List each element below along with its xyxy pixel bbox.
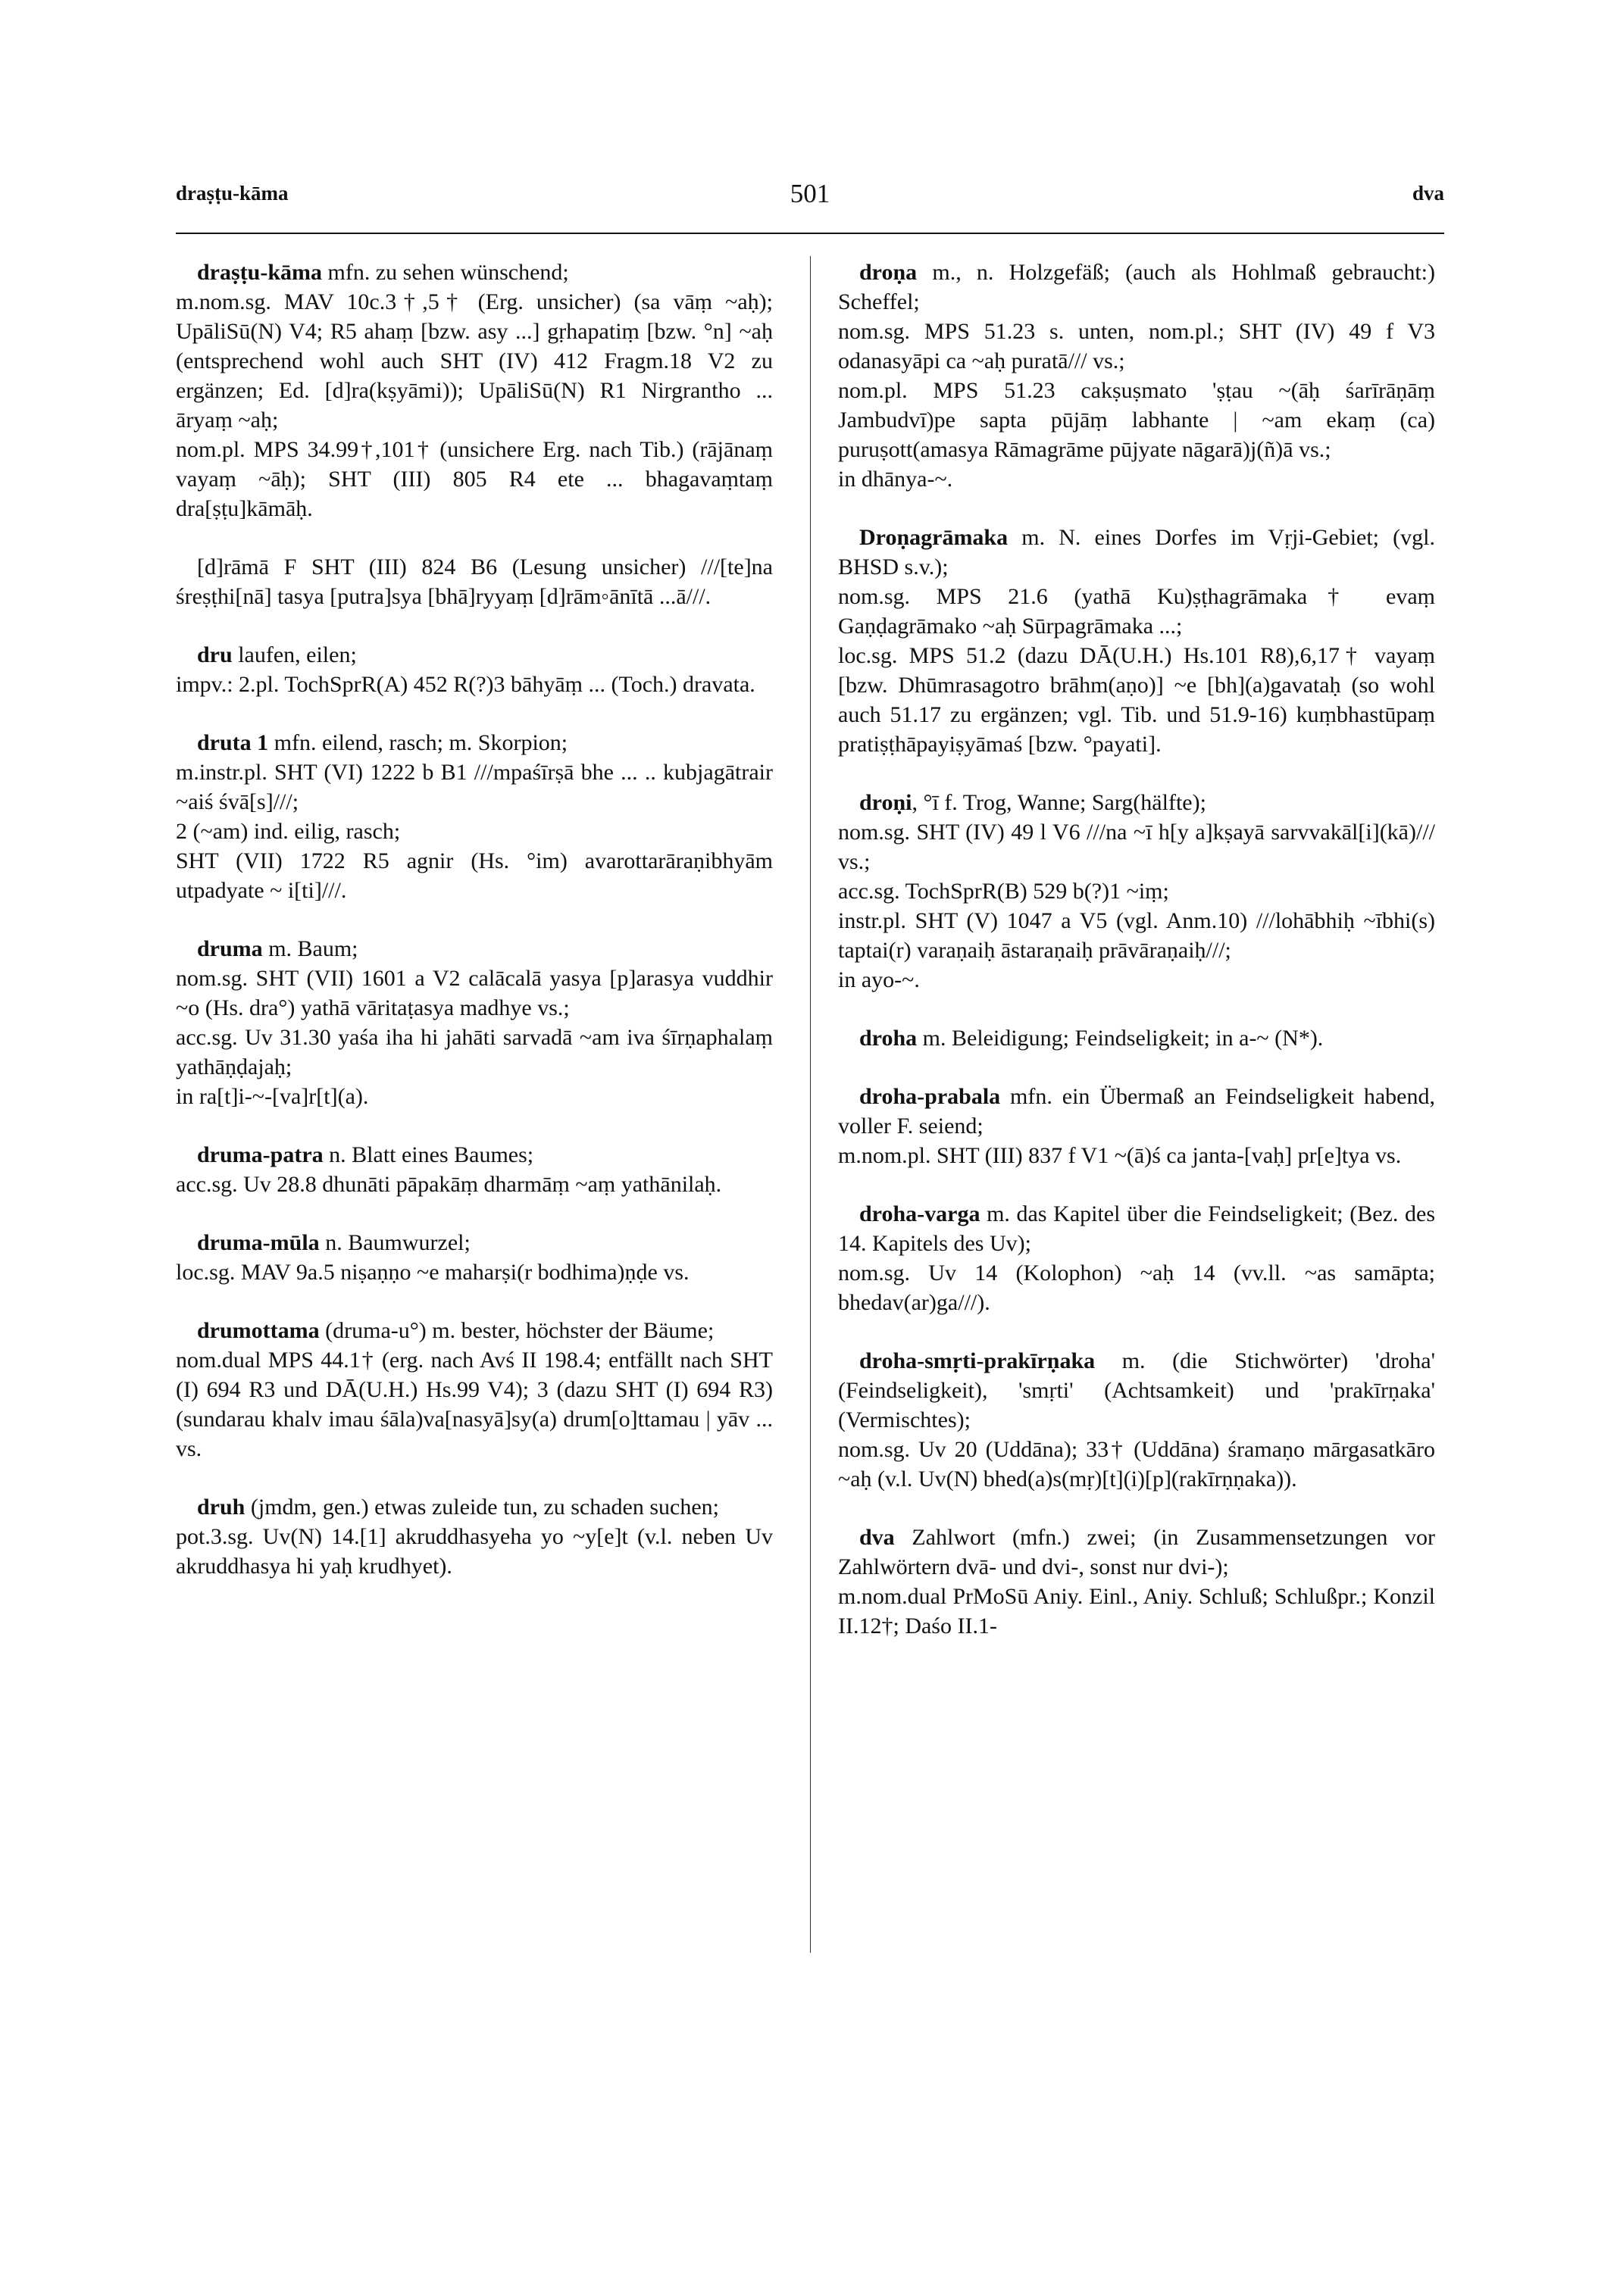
- entry-head-line: [838, 523, 1435, 582]
- entry-head-line: [176, 1228, 773, 1257]
- entry-head-line: [176, 934, 773, 964]
- headword: druma-patra: [197, 1142, 324, 1167]
- dictionary-entry: [838, 788, 1435, 995]
- headword: druma-mūla: [197, 1230, 320, 1255]
- entry-citation: loc.sg. MPS 51.2 (dazu DĀ(U.H.) Hs.101 R8),6,17† vayaṃ [bzw. Dhūmrasagotro brāhm(aṇo)] ~e [bh](a)gavataḥ (so wohl auch 51.17 zu ergänzen; vgl. Tib. und 51.9-16) kuṃbhastūpaṃ pratiṣṭhāpayiṣyāmaś [bzw. °payati].: [838, 643, 1435, 757]
- headword: dru: [197, 642, 233, 667]
- headword-gloss: (druma-u°) m. bester, höchster der Bäume;: [319, 1318, 715, 1343]
- dictionary-entry: [838, 1346, 1435, 1494]
- running-head-right: dva: [1412, 182, 1444, 205]
- headword-gloss: , °ī f. Trog, Wanne; Sarg(hälfte);: [912, 790, 1206, 815]
- entry-citation: acc.sg. Uv 28.8 dhunāti pāpakāṃ dharmāṃ ~aṃ yathānilaḥ.: [176, 1172, 722, 1197]
- entry-citation: acc.sg. TochSprR(B) 529 b(?)1 ~iṃ;: [838, 879, 1169, 904]
- entry-head-line: [838, 258, 1435, 317]
- headword-gloss: n. Baumwurzel;: [319, 1230, 471, 1255]
- entry-head-line: [176, 1492, 773, 1522]
- entry-head-line: [838, 1023, 1435, 1053]
- entry-citation: nom.sg. SHT (IV) 49 l V6 ///na ~ī h[y a]kṣayā sarvvakāl[i](kā)/// vs.;: [838, 820, 1435, 874]
- headword-gloss: m. das Kapitel über die Feindseligkeit; (Bez. des 14. Kapitels des Uv);: [838, 1201, 1435, 1256]
- entry-citation: nom.sg. Uv 20 (Uddāna); 33† (Uddāna) śramaṇo mārgasatkāro ~aḥ (v.l. Uv(N) bhed(a)s(mṛ)[t](i)[p](rakīrṇṇaka)).: [838, 1437, 1435, 1492]
- headword: druma: [197, 936, 263, 961]
- headword: dva: [859, 1525, 895, 1550]
- dictionary-entry: [176, 640, 773, 699]
- entry-head-line: [176, 552, 773, 611]
- column-divider: [810, 256, 811, 1953]
- entry-citation: in ra[t]i-~-[va]r[t](a).: [176, 1084, 369, 1109]
- page-number: 501: [790, 179, 830, 208]
- entry-head-line: [176, 1316, 773, 1345]
- entry-citation: nom.sg. Uv 14 (Kolophon) ~aḥ 14 (vv.ll. ~as samāpta; bhedav(ar)ga///).: [838, 1260, 1435, 1315]
- entry-head-line: [838, 788, 1435, 817]
- entry-citation: loc.sg. MAV 9a.5 niṣaṇṇo ~e maharṣi(r bodhima)ṇḍe vs.: [176, 1260, 690, 1285]
- entry-head-line: [838, 1082, 1435, 1141]
- entry-head-line: [838, 1346, 1435, 1435]
- dictionary-entry: [838, 1023, 1435, 1053]
- headword-gloss: mfn. ein Übermaß an Feindseligkeit habend, voller F. seiend;: [838, 1084, 1435, 1139]
- headword: druh: [197, 1495, 246, 1520]
- headword: droha: [859, 1026, 918, 1051]
- headword: Droṇagrāmaka: [859, 525, 1009, 550]
- headword-gloss: Zahlwort (mfn.) zwei; (in Zusammensetzungen vor Zahlwörtern dvā- und dvi-, sonst nur dvi-);: [838, 1525, 1435, 1579]
- left-column: [176, 258, 773, 1610]
- headword-gloss: n. Blatt eines Baumes;: [323, 1142, 534, 1167]
- headword: druta 1: [197, 730, 269, 755]
- entry-citation: nom.pl. MPS 34.99†,101† (unsichere Erg. nach Tib.) (rājānaṃ vayaṃ ~āḥ); SHT (III) 805 R4 ete ... bhagavaṃtaṃ dra[ṣṭu]kāmāḥ.: [176, 437, 773, 521]
- entry-citation: m.instr.pl. SHT (VI) 1222 b B1 ///mpaśīrṣā bhe ... .. kubjagātrair ~aiś śvā[s]///;: [176, 760, 773, 814]
- headword-gloss: mfn. zu sehen wünschend;: [322, 260, 569, 285]
- entry-citation: nom.pl. MPS 51.23 cakṣuṣmato 'ṣṭau ~(āḥ śarīrāṇāṃ Jambudvī)pe sapta pūjāṃ labhante | ~am ekaṃ (ca) puruṣott(amasya Rāmagrāme pūjyate nāgarā)j(ñ)ā vs.;: [838, 378, 1435, 462]
- headword: droha-varga: [859, 1201, 980, 1226]
- dictionary-entry: [838, 1082, 1435, 1170]
- header-rule: [176, 233, 1444, 234]
- entry-head-line: [176, 258, 773, 287]
- entry-citation: in dhānya-~.: [838, 467, 953, 492]
- entry-citation: nom.sg. MPS 21.6 (yathā Ku)ṣṭhagrāmaka† evaṃ Gaṇḍagrāmako ~aḥ Sūrpagrāmaka ...;: [838, 584, 1435, 639]
- entry-head-line: [176, 1140, 773, 1170]
- headword-gloss: laufen, eilen;: [232, 642, 357, 667]
- headword-gloss: [d]rāmā F SHT (III) 824 B6 (Lesung unsicher) ///[te]na śreṣṭhi[nā] tasya [putra]sya [bhā]ryyaṃ [d]rām◦ānītā ...ā///.: [176, 554, 773, 609]
- headword: droha-smṛti-prakīrṇaka: [859, 1348, 1096, 1373]
- headword: drumottama: [197, 1318, 320, 1343]
- headword-gloss: m. (die Stichwörter) 'droha' (Feindseligkeit), 'smṛti' (Achtsamkeit) und 'prakīrṇaka' (Vermischtes);: [838, 1348, 1435, 1432]
- dictionary-entry: [176, 1492, 773, 1581]
- running-head-left: draṣṭu-kāma: [176, 182, 289, 205]
- dictionary-entry: [176, 1316, 773, 1464]
- dictionary-entry: [176, 552, 773, 611]
- entry-head-line: [176, 728, 773, 758]
- entry-citation: m.nom.pl. SHT (III) 837 f V1 ~(ā)ś ca jantа-[vaḥ] pr[e]tya vs.: [838, 1143, 1402, 1168]
- page-header: [176, 179, 1444, 227]
- dictionary-entry: [838, 1523, 1435, 1641]
- entry-citation: m.nom.dual PrMoSū Aniy. Einl., Aniy. Schluß; Schlußpr.; Konzil II.12†; Daśo II.1-: [838, 1584, 1435, 1638]
- headword: droṇa: [859, 260, 918, 285]
- entry-head-line: [176, 640, 773, 670]
- entry-citation: instr.pl. SHT (V) 1047 a V5 (vgl. Anm.10) ///lohābhiḥ ~ībhi(s) taptai(r) varaṇaiḥ āstaraṇaiḥ prāvāraṇaiḥ///;: [838, 908, 1435, 963]
- headword-gloss: (jmdm, gen.) etwas zuleide tun, zu schaden suchen;: [245, 1495, 720, 1520]
- right-column: [838, 258, 1435, 1670]
- entry-citation: SHT (VII) 1722 R5 agnir (Hs. °im) avarottarāraṇibhyām utpadyate ~ i[ti]///.: [176, 848, 773, 903]
- headword-gloss: m. Baum;: [262, 936, 358, 961]
- headword-gloss: m., n. Holzgefäß; (auch als Hohlmaß gebraucht:) Scheffel;: [838, 260, 1435, 314]
- entry-citation: m.nom.sg. MAV 10c.3†,5† (Erg. unsicher) (sa vāṃ ~aḥ); UpāliSū(N) V4; R5 ahaṃ [bzw. asy ...] gṛhapatiṃ [bzw. °n] ~aḥ (entsprechend wohl auch SHT (IV) 412 Fragm.18 V2 zu ergänzen; Ed. [d]ra(kṣyāmi)); UpāliSū(N) R1 Nirgrantho ... āryaṃ ~aḥ;: [176, 289, 773, 433]
- entry-citation: acc.sg. Uv 31.30 yaśa iha hi jahāti sarvadā ~am iva śīrṇaphalaṃ yathāṇḍajaḥ;: [176, 1025, 773, 1079]
- entry-citation: nom.sg. SHT (VII) 1601 a V2 calācalā yasya [p]arasya vuddhir ~o (Hs. dra°) yathā vāritaṭasya madhye vs.;: [176, 966, 773, 1020]
- dictionary-entry: [176, 258, 773, 523]
- entry-citation: nom.sg. MPS 51.23 s. unten, nom.pl.; SHT (IV) 49 f V3 odanasyāpi ca ~aḥ puratā/// vs.;: [838, 319, 1435, 373]
- entry-citation: in ayo-~.: [838, 967, 920, 992]
- headword-gloss: m. N. eines Dorfes im Vṛji-Gebiet; (vgl. BHSD s.v.);: [838, 525, 1435, 579]
- dictionary-entry: [176, 1140, 773, 1199]
- entry-citation: 2 (~am) ind. eilig, rasch;: [176, 819, 401, 844]
- entry-head-line: [838, 1523, 1435, 1582]
- dictionary-entry: [838, 1199, 1435, 1317]
- dictionary-entry: [838, 523, 1435, 759]
- entry-head-line: [838, 1199, 1435, 1258]
- dictionary-entry: [176, 934, 773, 1111]
- headword: droṇi: [859, 790, 912, 815]
- headword-gloss: mfn. eilend, rasch; m. Skorpion;: [268, 730, 568, 755]
- headword: draṣṭu-kāma: [197, 260, 323, 285]
- headword: droha-prabala: [859, 1084, 1001, 1109]
- headword-gloss: m. Beleidigung; Feindseligkeit; in a-~ (N*).: [917, 1026, 1324, 1051]
- dictionary-entry: [838, 258, 1435, 494]
- entry-citation: nom.dual MPS 44.1† (erg. nach Avś II 198.4; entfällt nach SHT (I) 694 R3 und DĀ(U.H.) Hs.99 V4); 3 (dazu SHT (I) 694 R3) (sundarau khalv imau śāla)va[nasyā]sy(a) drum[o]ttamau | yāv ... vs.: [176, 1348, 773, 1461]
- dictionary-entry: [176, 728, 773, 905]
- entry-citation: impv.: 2.pl. TochSprR(A) 452 R(?)3 bāhyāṃ ... (Toch.) dravata.: [176, 672, 755, 697]
- dictionary-entry: [176, 1228, 773, 1287]
- entry-citation: pot.3.sg. Uv(N) 14.[1] akruddhasyeha yo ~y[e]t (v.l. neben Uv akruddhasya hi yaḥ krudhyet).: [176, 1524, 773, 1579]
